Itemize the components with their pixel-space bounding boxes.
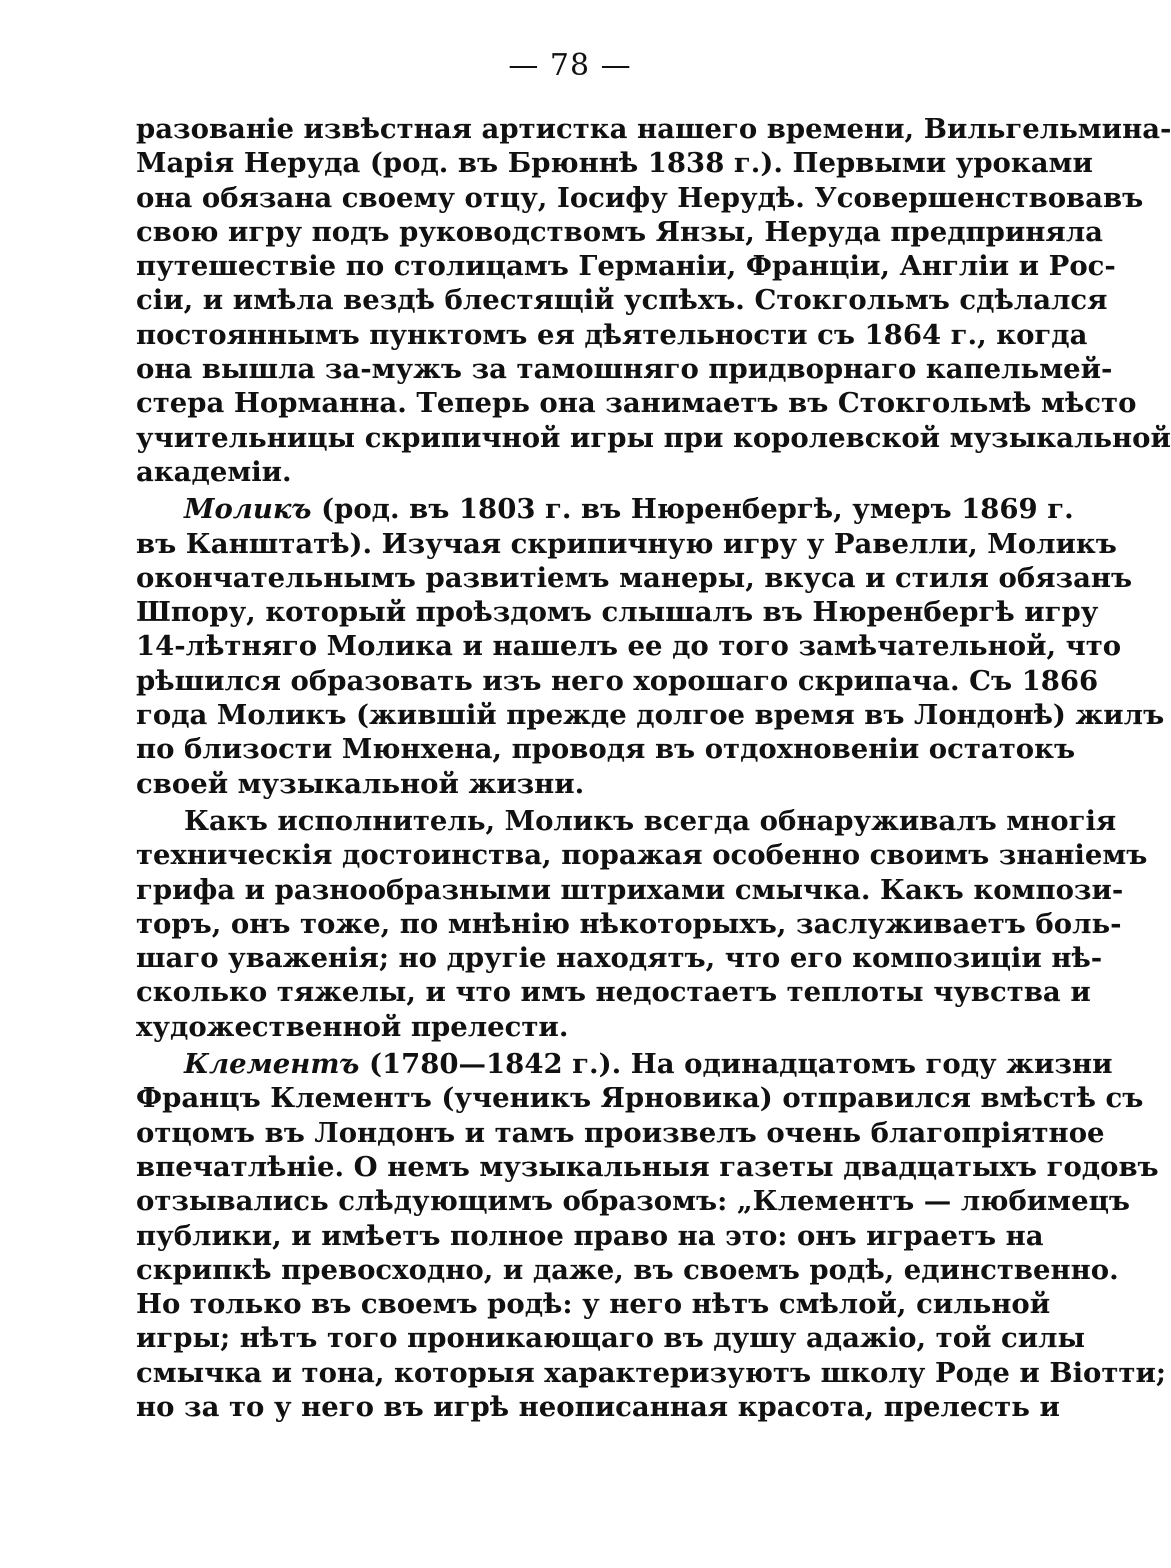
text-line: рѣшился образовать изъ него хорошаго скрипача. Съ 1866 (136, 664, 1099, 697)
text-line: путешествіе по столицамъ Германіи, Франціи, Англіи и Рос- (136, 250, 1116, 283)
text-line: шаго уваженія; но другіе находятъ, что его композиціи нѣ- (136, 942, 1103, 975)
text-line: отзывались слѣдующимъ образомъ: „Клементъ — любимецъ (136, 1185, 1130, 1218)
paragraph-clement (136, 1047, 1167, 1424)
text-line-rest: (род. въ 1803 г. въ Нюренбергѣ, умеръ 1869 г. (311, 493, 1074, 526)
text-line: но за то у него въ игрѣ неописанная красота, прелесть и (136, 1390, 1060, 1423)
text-line: Шпору, который проѣздомъ слышалъ въ Нюренбергѣ игру (136, 596, 1099, 629)
text-line-rest: (1780—1842 г.). На одинадцатомъ году жизни (359, 1048, 1113, 1081)
text-line: смычка и тона, которыя характеризуютъ школу Роде и Віотти; (136, 1356, 1167, 1389)
paragraph-neruda (136, 112, 1171, 489)
text-line: постояннымъ пунктомъ ея дѣятельности съ 1864 г., когда (136, 318, 1088, 351)
text-line: своей музыкальной жизни. (136, 767, 585, 800)
text-line: Но только въ своемъ родѣ: у него нѣтъ смѣлой, сильной (136, 1288, 1051, 1321)
text-line: сколько тяжелы, и что имъ недостаетъ теплоты чувства и (136, 976, 1091, 1009)
text-line: стера Норманна. Теперь она занимаетъ въ Стокгольмѣ мѣсто (136, 387, 1137, 420)
text-line: техническія достоинства, поражая особенно своимъ знаніемъ (136, 839, 1148, 872)
text-line: учительницы скрипичной игры при королевской музыкальной (136, 421, 1171, 454)
text-line: года Моликъ (жившій прежде долгое время въ Лондонѣ) жилъ (136, 699, 1165, 732)
text-line: впечатлѣніе. О немъ музыкальныя газеты двадцатыхъ годовъ (136, 1150, 1159, 1183)
text-line: публики, и имѣетъ полное право на это: онъ играетъ на (136, 1219, 1044, 1252)
text-line: она обязана своему отцу, Іосифу Нерудѣ. Усовершенствовавъ (136, 181, 1144, 214)
text-line: торъ, онъ тоже, по мнѣнію нѣкоторыхъ, заслуживаетъ боль- (136, 907, 1122, 940)
text-line: она вышла за-мужъ за тамошняго придворнаго капельмей- (136, 353, 1113, 386)
text-line: скрипкѣ превосходно, и даже, въ своемъ родѣ, единственно. (136, 1253, 1119, 1286)
text-line: игры; нѣтъ того проникающаго въ душу адажіо, той силы (136, 1322, 1086, 1355)
text-line: разованіе извѣстная артистка нашего времени, Вильгельмина- (136, 113, 1171, 145)
text-line: художественной прелести. (136, 1010, 569, 1043)
text-line: въ Канштатѣ). Изучая скрипичную игру у Равелли, Моликъ (136, 527, 1117, 560)
text-line-first (136, 492, 1074, 526)
text-line: академіи. (136, 455, 292, 488)
paragraph-molique-performer (136, 804, 1148, 1044)
text-line: отцомъ въ Лондонъ и тамъ произвелъ очень благопріятное (136, 1116, 1105, 1149)
text-line: сіи, и имѣла вездѣ блестящій успѣхъ. Стокгольмъ сдѣлался (136, 284, 1108, 317)
text-line: окончательнымъ развитіемъ манеры, вкуса и стиля обязанъ (136, 561, 1133, 594)
text-line: Какъ исполнитель, Моликъ всегда обнаруживалъ многія (184, 804, 1117, 837)
page-number: — 78 — (508, 48, 632, 83)
text-line: Францъ Клементъ (ученикъ Ярновика) отправился вмѣстѣ съ (136, 1082, 1144, 1115)
paragraph-molique (136, 492, 1165, 801)
text-line: Марія Неруда (род. въ Брюннѣ 1838 г.). Первыми уроками (136, 147, 1093, 180)
text-line: грифа и разнообразными штрихами смычка. Какъ компози- (136, 873, 1124, 906)
text-line-first (136, 1047, 1113, 1081)
body-text (136, 112, 1171, 1424)
person-name-clement: Клементъ (184, 1048, 360, 1081)
person-name-molique: Моликъ (184, 493, 312, 526)
text-line: свою игру подъ руководствомъ Янзы, Неруда предприняла (136, 215, 1103, 248)
text-line: по близости Мюнхена, проводя въ отдохновеніи остатокъ (136, 733, 1076, 766)
text-line: 14-лѣтняго Молика и нашелъ ее до того замѣчательной, что (136, 630, 1122, 663)
